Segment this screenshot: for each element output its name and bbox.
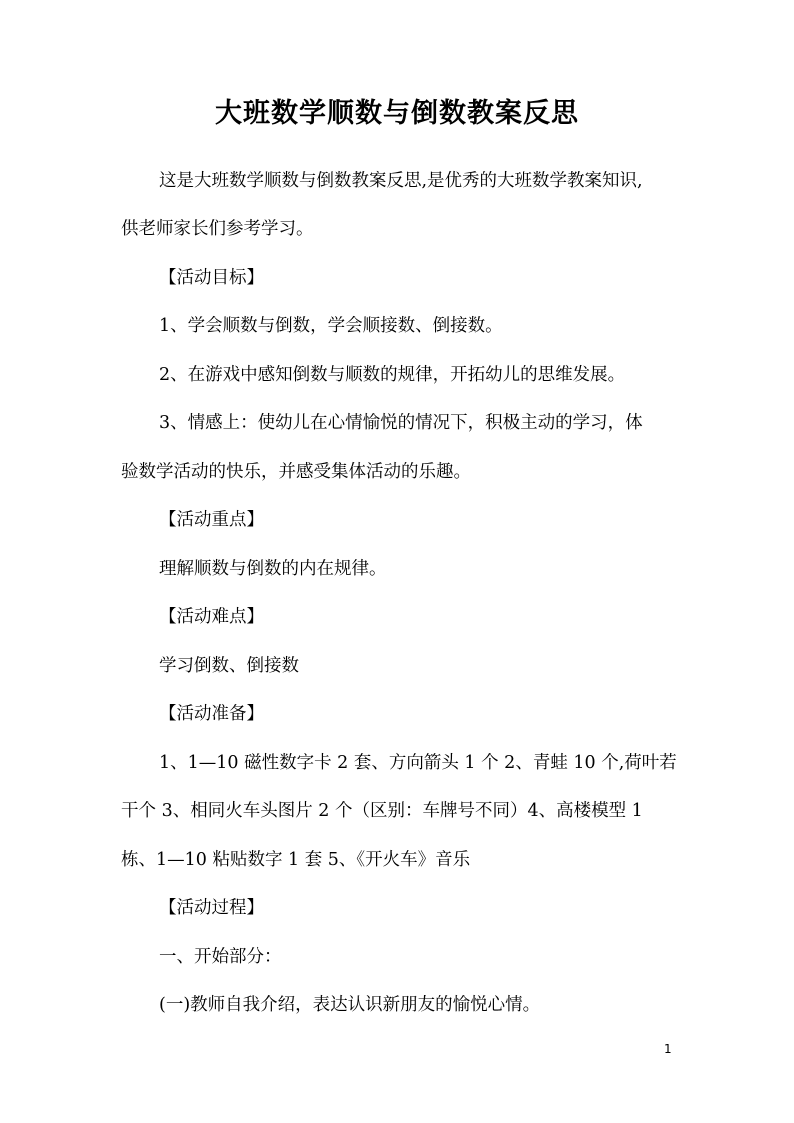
goal-item-2: 2、在游戏中感知倒数与顺数的规律，开拓幼儿的思维发展。 xyxy=(159,365,626,385)
intro-line-1: 这是大班数学顺数与倒数教案反思,是优秀的大班数学教案知识, xyxy=(159,171,643,191)
section-heading-focus: 【活动重点】 xyxy=(159,510,264,530)
goal-item-1: 1、学会顺数与倒数，学会顺接数、倒接数。 xyxy=(159,316,503,336)
section-heading-difficulty: 【活动难点】 xyxy=(159,607,264,627)
section-heading-process: 【活动过程】 xyxy=(159,898,264,918)
page-number: 1 xyxy=(664,1042,672,1056)
preparation-line-3: 栋、1—10 粘贴数字 1 套 5、《开火车》音乐 xyxy=(121,850,471,870)
document-title: 大班数学顺数与倒数教案反思 xyxy=(215,98,579,129)
preparation-line-1: 1、1—10 磁性数字卡 2 套、方向箭头 1 个 2、青蛙 10 个,荷叶若 xyxy=(159,753,677,773)
focus-text: 理解顺数与倒数的内在规律。 xyxy=(159,559,387,579)
difficulty-text: 学习倒数、倒接数 xyxy=(159,656,299,676)
section-heading-goals: 【活动目标】 xyxy=(159,268,264,288)
goal-item-3-line-1: 3、情感上：使幼儿在心情愉悦的情况下，积极主动的学习，体 xyxy=(159,413,643,433)
process-step-1: (一)教师自我介绍，表达认识新朋友的愉悦心情。 xyxy=(159,995,541,1015)
section-heading-preparation: 【活动准备】 xyxy=(159,704,264,724)
preparation-line-2: 干个 3、相同火车头图片 2 个（区别：车牌号不同）4、高楼模型 1 xyxy=(121,801,643,821)
goal-item-3-line-2: 验数学活动的快乐，并感受集体活动的乐趣。 xyxy=(121,462,471,482)
process-part-1-heading: 一、开始部分： xyxy=(159,947,282,967)
intro-line-2: 供老师家长们参考学习。 xyxy=(121,219,314,239)
